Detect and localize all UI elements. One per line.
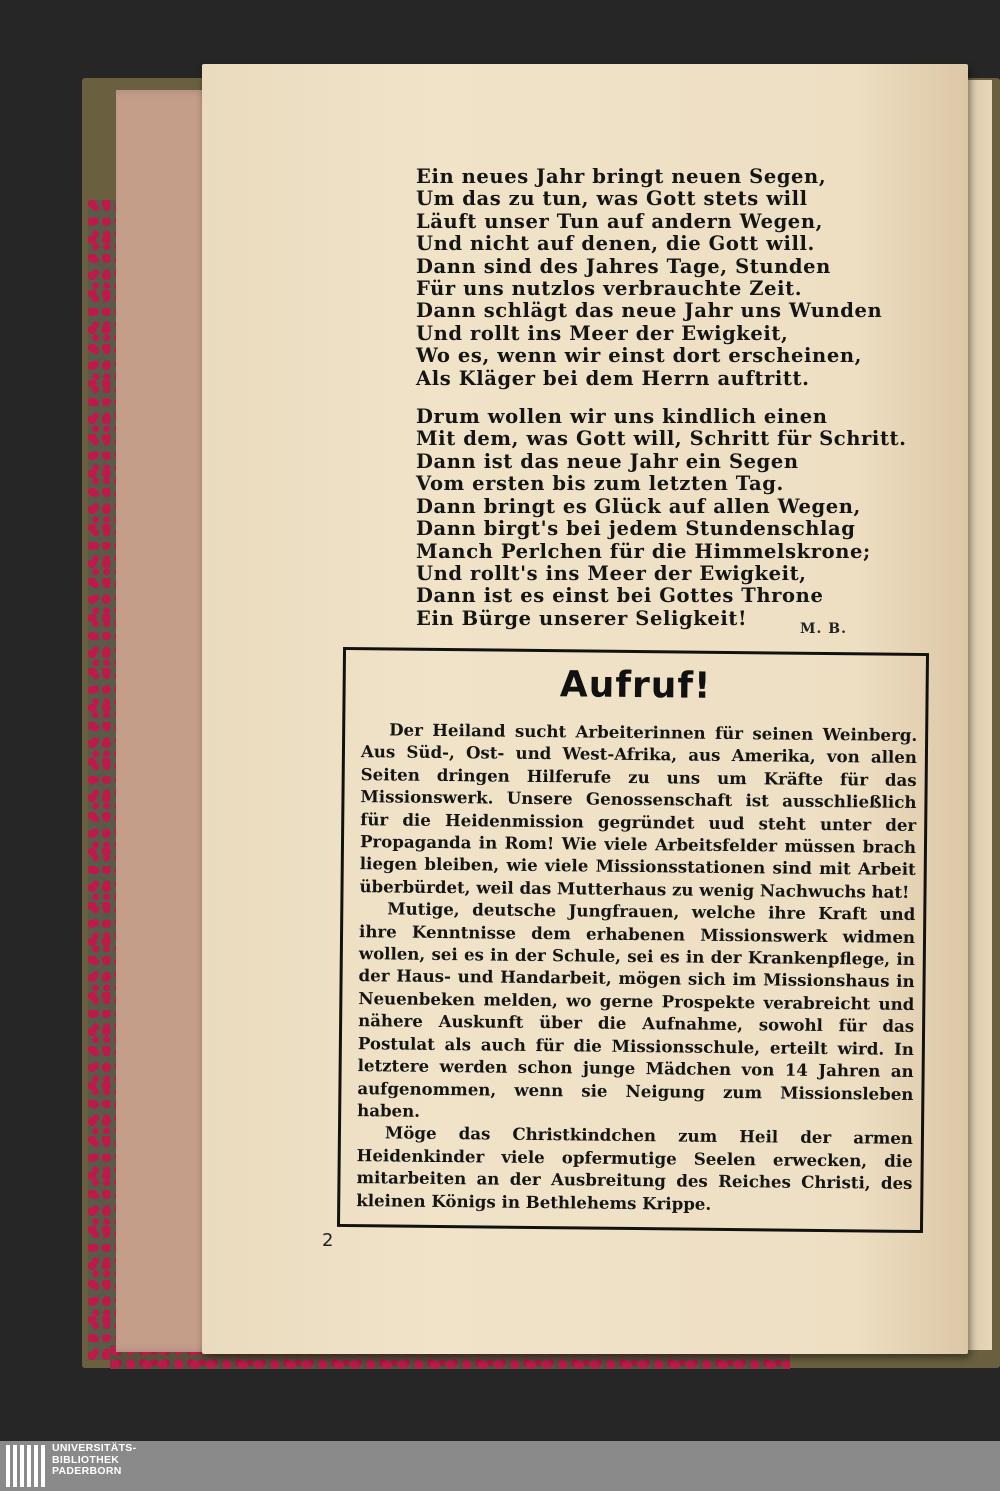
poem-line: Wo es, wenn wir einst dort erscheinen, <box>416 344 863 368</box>
library-name-line: UNIVERSITÄTS- <box>52 1442 137 1454</box>
library-name <box>52 1443 136 1478</box>
poem-line: Ein Bürge unserer Seligkeit! <box>416 606 748 630</box>
page-number: 2 <box>322 1230 334 1251</box>
poem-line: Als Kläger bei dem Herrn auftritt. <box>416 366 810 390</box>
appeal-paragraph: Mutige, deutsche Jungfrauen, welche ihre Kraft und ihre Kenntnisse dem erhabenen Missionswerk widmen wollen, sei es in der Schule, sei es in der Krankenpflege, in der Haus- und Handarbeit, mögen sich im Missionshaus in Neuenbeken melden, wo gerne Prospekte verabreicht und nähere Auskunft über die Aufnahme, sowohl für das Postulat als auch für die Missionsschule, erteilt wird. In letztere werden schon junge Mädchen von 14 Jahren an aufgenommen, wenn sie Neigung zum Missionsleben haben. <box>357 898 916 1121</box>
poem-line: Dann ist das neue Jahr ein Segen <box>416 449 799 473</box>
poem-line: Läuft unser Tun auf andern Wegen, <box>416 209 823 233</box>
poem-line: Für uns nutzlos verbrauchte Zeit. <box>416 277 803 301</box>
poem-line: Dann birgt's bei jedem Stundenschlag <box>416 517 856 541</box>
poem-line: Um das zu tun, was Gott stets will <box>416 187 808 211</box>
appeal-paragraph: Möge das Christkindchen zum Heil der armen Heidenkinder viele opfermutige Seelen erwecken, die mitarbeiten an der Ausbreitung des Reiches Christi, des kleinen Königs in Bethlehems Krippe. <box>356 1122 914 1214</box>
footer-bar <box>0 1441 1000 1491</box>
poem-line: Und nicht auf denen, die Gott will. <box>416 232 815 256</box>
poem-line: Manch Perlchen für die Himmelskrone; <box>416 539 871 563</box>
library-name-line: BIBLIOTHEK <box>52 1453 120 1466</box>
poem-line: Ein neues Jahr bringt neuen Segen, <box>416 165 827 188</box>
appeal-box <box>337 647 929 1233</box>
poem-stanza-2 <box>416 405 907 630</box>
poem-line: Mit dem, was Gott will, Schritt für Schritt. <box>416 427 907 451</box>
poem-line: Und rollt ins Meer der Ewigkeit, <box>416 321 789 345</box>
poem-line: Drum wollen wir uns kindlich einen <box>416 405 828 429</box>
poem-stanza-1 <box>416 165 883 390</box>
library-bars-icon <box>6 1445 46 1487</box>
poem-line: Dann ist es einst bei Gottes Throne <box>416 584 824 608</box>
poem-line: Dann sind des Jahres Tage, Stunden <box>416 254 831 278</box>
appeal-body <box>356 718 917 1217</box>
poem-line: Vom ersten bis zum letzten Tag. <box>416 472 784 496</box>
poem <box>416 165 907 630</box>
poem-line: Dann schlägt das neue Jahr uns Wunden <box>416 299 883 323</box>
poem-line: Dann bringt es Glück auf allen Wegen, <box>416 494 861 518</box>
appeal-title: Aufruf! <box>559 664 712 707</box>
library-name-line: PADERBORN <box>52 1465 122 1477</box>
poem-line: Und rollt's ins Meer der Ewigkeit, <box>416 561 807 585</box>
poem-signature: M. B. <box>800 621 847 637</box>
page <box>202 64 968 1354</box>
appeal-paragraph: Der Heiland sucht Arbeiterinnen für seinen Weinberg. Aus Süd-, Ost- und West-Afrika, aus Amerika, von allen Seiten dringen Hilferufe zu uns um Kräfte für das Missionswerk. Unsere Genossenschaft ist ausschließlich für die Heidenmission gegründet uud steht unter der Propaganda in Rom! Wie viele Arbeitsfelder müssen brach liegen bleiben, wie viele Missionsstationen sind mit Arbeit überbürdet, weil das Mutterhaus zu wenig Nachwuchs hat! <box>359 719 918 902</box>
